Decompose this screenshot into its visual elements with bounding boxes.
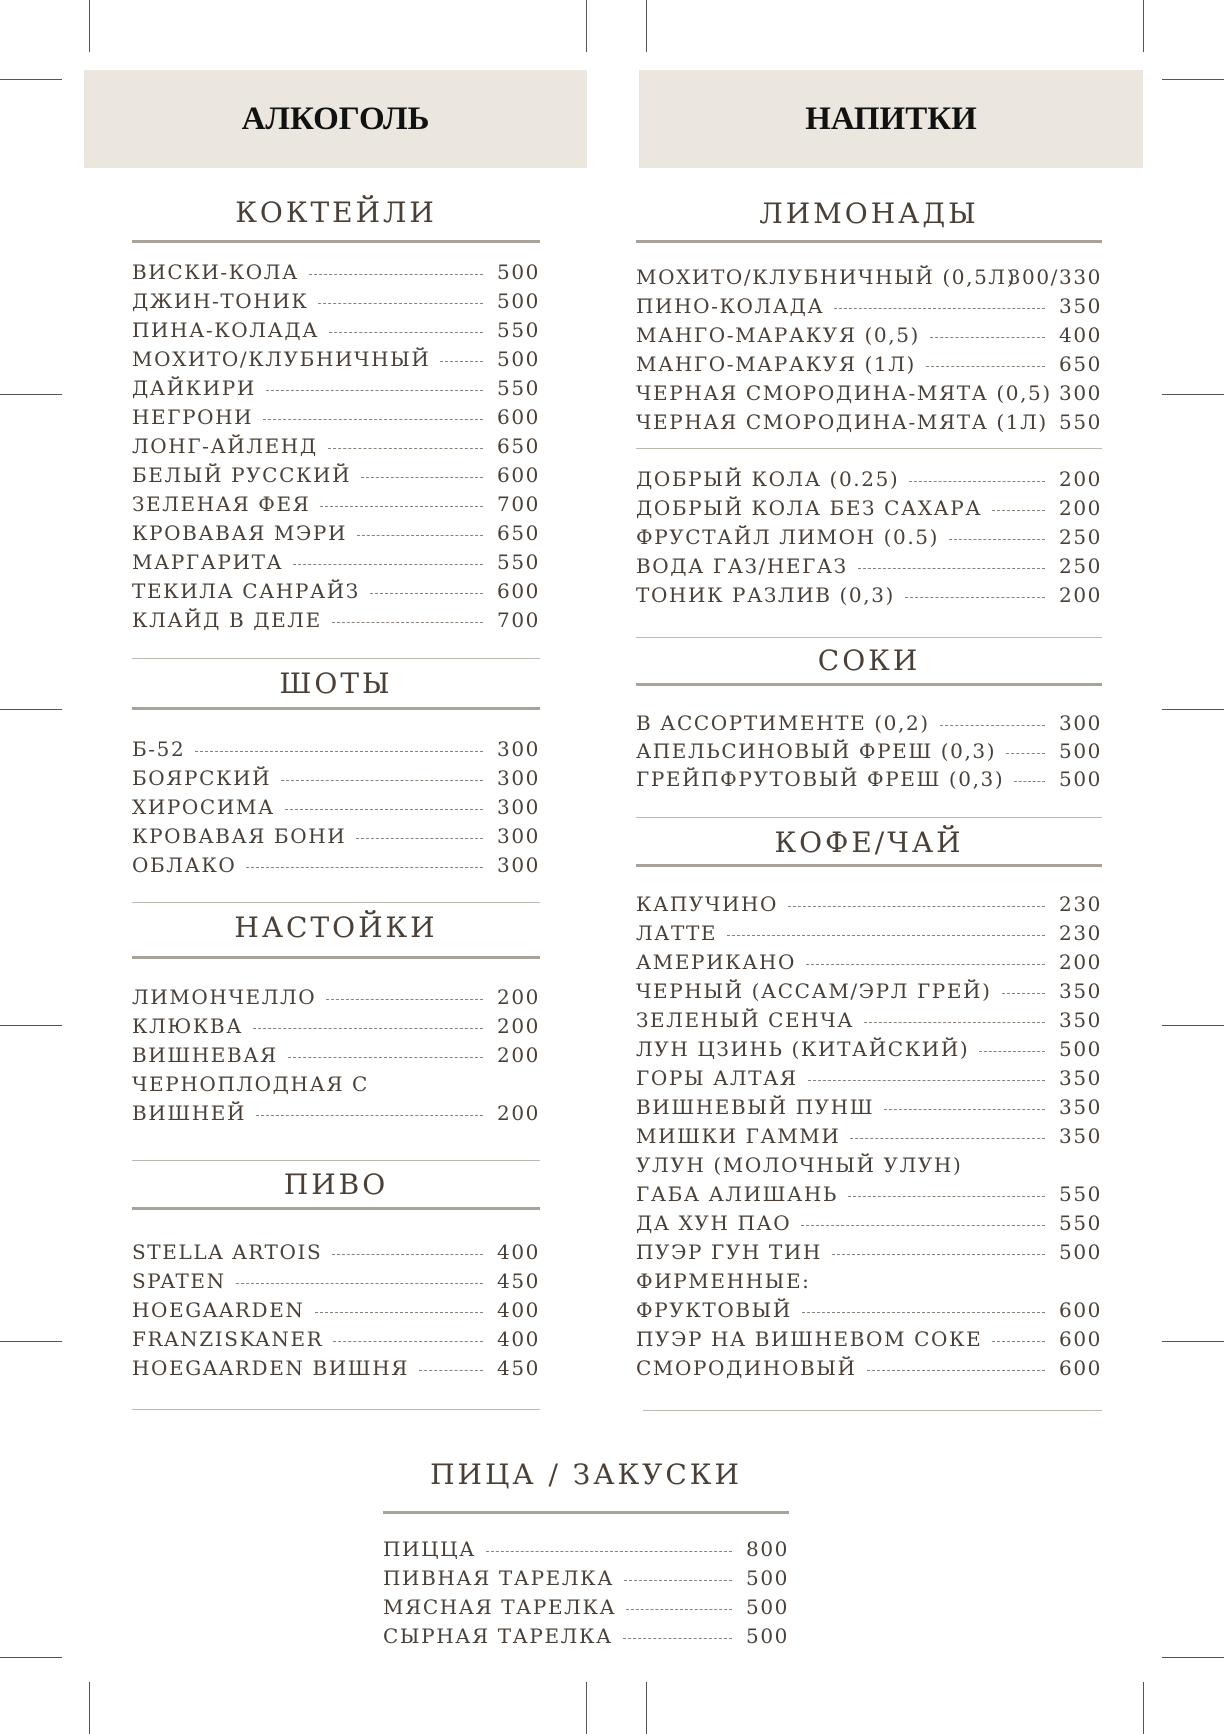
menu-item-price: 200 bbox=[1059, 583, 1102, 607]
menu-item-name: ЛАТТЕ bbox=[636, 921, 718, 945]
menu-item bbox=[636, 1095, 1102, 1123]
menu-item-price: 300 bbox=[497, 853, 540, 877]
menu-item-name: FRANZISKANER bbox=[132, 1327, 324, 1351]
menu-item bbox=[132, 608, 540, 636]
menu-item-name: КРОВАВАЯ МЭРИ bbox=[132, 521, 348, 545]
dotted-leader bbox=[808, 1080, 1045, 1081]
alcohol-column bbox=[132, 0, 540, 1420]
menu-item-price: 450 bbox=[497, 1356, 540, 1380]
dotted-leader bbox=[328, 448, 483, 449]
dotted-leader bbox=[623, 1638, 732, 1639]
menu-item bbox=[636, 554, 1102, 582]
menu-item bbox=[636, 1182, 1102, 1210]
menu-item bbox=[636, 950, 1102, 978]
tinctures-title: НАСТОЙКИ bbox=[234, 911, 438, 944]
dotted-leader bbox=[315, 1312, 483, 1313]
crop-mark bbox=[1143, 1682, 1144, 1734]
dotted-leader bbox=[940, 725, 1045, 726]
menu-item bbox=[383, 1595, 789, 1623]
menu-item-price: 500 bbox=[746, 1624, 789, 1648]
menu-item bbox=[132, 405, 540, 433]
crop-mark bbox=[1162, 1657, 1224, 1658]
menu-item-price: 600 bbox=[497, 463, 540, 487]
menu-item bbox=[636, 265, 1102, 293]
crop-mark bbox=[1143, 0, 1144, 52]
menu-item bbox=[132, 1269, 540, 1297]
menu-item-price: 500 bbox=[1059, 1037, 1102, 1061]
menu-item-price: 230 bbox=[1059, 921, 1102, 945]
menu-item-name: STELLA ARTOIS bbox=[132, 1240, 323, 1264]
menu-item-price: 600 bbox=[497, 579, 540, 603]
dotted-leader bbox=[256, 1115, 483, 1116]
menu-item bbox=[132, 1101, 540, 1129]
dotted-leader bbox=[858, 568, 1045, 569]
menu-item bbox=[383, 1537, 789, 1565]
menu-item-name: КАПУЧИНО bbox=[636, 892, 779, 916]
dotted-leader bbox=[834, 308, 1045, 309]
crop-mark bbox=[586, 0, 587, 52]
menu-item-name: ВИШНЕЙ bbox=[132, 1101, 247, 1125]
menu-item bbox=[132, 260, 540, 288]
menu-item-name: ЛИМОНЧЕЛЛО bbox=[132, 985, 317, 1009]
dotted-leader bbox=[253, 1028, 483, 1029]
menu-item-name: ТОНИК РАЗЛИВ (0,3) bbox=[636, 583, 895, 607]
dotted-leader bbox=[329, 332, 483, 333]
menu-item bbox=[636, 1124, 1102, 1152]
dotted-leader bbox=[293, 564, 483, 565]
drinks-header: НАПИТКИ bbox=[639, 70, 1143, 168]
dotted-leader bbox=[626, 1609, 732, 1610]
crop-mark bbox=[1162, 1341, 1224, 1342]
dotted-leader bbox=[263, 419, 483, 420]
menu-item bbox=[132, 289, 540, 317]
menu-item bbox=[636, 921, 1102, 949]
food-title: ПИЦА / ЗАКУСКИ bbox=[430, 1458, 742, 1491]
menu-item bbox=[636, 1211, 1102, 1239]
dotted-leader bbox=[850, 1138, 1045, 1139]
menu-item-name: ГРЕЙПФРУТОВЫЙ ФРЕШ (0,3) bbox=[636, 767, 1005, 791]
menu-item bbox=[636, 352, 1102, 380]
menu-item-price: 650 bbox=[1059, 352, 1102, 376]
section-rule bbox=[636, 683, 1102, 686]
dotted-leader bbox=[1014, 781, 1045, 782]
menu-item bbox=[636, 1269, 1102, 1297]
alcohol-header: АЛКОГОЛЬ bbox=[84, 70, 587, 168]
section-divider bbox=[132, 658, 540, 659]
crop-mark bbox=[646, 1682, 647, 1734]
menu-item-price: 500 bbox=[1059, 767, 1102, 791]
menu-item bbox=[132, 1043, 540, 1071]
dotted-leader bbox=[357, 535, 483, 536]
menu-item-price: 200 bbox=[1059, 467, 1102, 491]
menu-item-name: ДОБРЫЙ КОЛА (0.25) bbox=[636, 467, 900, 491]
menu-item bbox=[636, 1240, 1102, 1268]
crop-mark bbox=[1162, 1025, 1224, 1026]
menu-item bbox=[636, 1008, 1102, 1036]
menu-item-price: 500 bbox=[1059, 739, 1102, 763]
drinks-column bbox=[636, 0, 1102, 1420]
dotted-leader bbox=[930, 337, 1045, 338]
crop-mark bbox=[1162, 79, 1224, 80]
menu-item-price: 300 bbox=[497, 766, 540, 790]
crop-mark bbox=[0, 394, 62, 395]
menu-item-name: МАНГО-МАРАКУЯ (0,5) bbox=[636, 323, 920, 347]
menu-item-price: 550 bbox=[1059, 1182, 1102, 1206]
menu-item-price: 500 bbox=[746, 1566, 789, 1590]
menu-item-name: КЛЮКВА bbox=[132, 1014, 243, 1038]
menu-item-price: 550 bbox=[1059, 410, 1102, 434]
menu-item-name: ПУЭР НА ВИШНЕВОМ СОКЕ bbox=[636, 1327, 983, 1351]
menu-item-price: 400 bbox=[497, 1240, 540, 1264]
menu-item-price: 300 bbox=[1059, 711, 1102, 735]
section-rule bbox=[132, 707, 540, 710]
dotted-leader bbox=[266, 390, 483, 391]
dotted-leader bbox=[905, 597, 1045, 598]
menu-item bbox=[636, 467, 1102, 495]
dotted-leader bbox=[848, 1196, 1045, 1197]
menu-item-name: Б-52 bbox=[132, 737, 186, 761]
menu-item bbox=[132, 434, 540, 462]
menu-item-name: ПИНО-КОЛАДА bbox=[636, 294, 825, 318]
menu-item bbox=[132, 737, 540, 765]
coffee-tea-title: КОФЕ/ЧАЙ bbox=[774, 826, 964, 859]
menu-item bbox=[132, 521, 540, 549]
menu-item bbox=[636, 323, 1102, 351]
cocktails-title: КОКТЕЙЛИ bbox=[235, 196, 437, 229]
menu-item-price: 350 bbox=[1059, 1124, 1102, 1148]
menu-item-name: ФИРМЕННЫЕ: bbox=[636, 1269, 811, 1293]
menu-item-name: ВОДА ГАЗ/НЕГАЗ bbox=[636, 554, 848, 578]
menu-item-price: 350 bbox=[1059, 1066, 1102, 1090]
menu-item-price: 650 bbox=[497, 434, 540, 458]
menu-item-price: 200 bbox=[1059, 496, 1102, 520]
dotted-leader bbox=[370, 593, 483, 594]
crop-mark bbox=[0, 1657, 62, 1658]
menu-item-price: 500 bbox=[497, 347, 540, 371]
menu-item-price: 230 bbox=[1059, 892, 1102, 916]
menu-item-name: ГАБА АЛИШАНЬ bbox=[636, 1182, 838, 1206]
menu-item-name: МОХИТО/КЛУБНИЧНЫЙ (0,5Л) bbox=[636, 265, 1017, 289]
dotted-leader bbox=[624, 1580, 732, 1581]
menu-item bbox=[132, 1072, 540, 1100]
dotted-leader bbox=[832, 1254, 1045, 1255]
menu-item-price: 550 bbox=[1059, 1211, 1102, 1235]
menu-item bbox=[636, 979, 1102, 1007]
dotted-leader bbox=[356, 838, 483, 839]
menu-item bbox=[383, 1624, 789, 1652]
menu-item-price: 400 bbox=[1059, 323, 1102, 347]
beer-title: ПИВО bbox=[283, 1168, 389, 1201]
dotted-leader bbox=[979, 1051, 1045, 1052]
section-rule bbox=[636, 240, 1102, 243]
dotted-leader bbox=[864, 1022, 1045, 1023]
menu-item-name: НЕГРОНИ bbox=[132, 405, 254, 429]
dotted-leader bbox=[246, 867, 483, 868]
menu-item-name: HOEGAARDEN bbox=[132, 1298, 305, 1322]
menu-item-name: ФРУСТАЙЛ ЛИМОН (0.5) bbox=[636, 525, 940, 549]
menu-item bbox=[636, 711, 1102, 739]
dotted-leader bbox=[801, 1225, 1045, 1226]
menu-item-name: МАРГАРИТА bbox=[132, 550, 284, 574]
menu-item-name: ВИСКИ-КОЛА bbox=[132, 260, 299, 284]
menu-item-name: ЧЕРНАЯ СМОРОДИНА-МЯТА (1Л) bbox=[636, 410, 1048, 434]
dotted-leader bbox=[361, 477, 483, 478]
section-rule bbox=[132, 956, 540, 959]
menu-item-price: 600 bbox=[497, 405, 540, 429]
menu-item-name: ЧЕРНАЯ СМОРОДИНА-МЯТА (0,5) bbox=[636, 381, 1052, 405]
menu-item-name: ПИВНАЯ ТАРЕЛКА bbox=[383, 1566, 614, 1590]
menu-item-price: 200 bbox=[497, 1043, 540, 1067]
menu-item bbox=[636, 1037, 1102, 1065]
section-divider bbox=[636, 637, 1102, 638]
menu-item bbox=[132, 1327, 540, 1355]
menu-item-price: 550 bbox=[497, 318, 540, 342]
menu-item-name: ДЖИН-ТОНИК bbox=[132, 289, 309, 313]
menu-item-price: 200 bbox=[1059, 950, 1102, 974]
menu-item-name: ДА ХУН ПАО bbox=[636, 1211, 792, 1235]
menu-item-name: АМЕРИКАНО bbox=[636, 950, 796, 974]
menu-item-name: ЧЕРНОПЛОДНАЯ С bbox=[132, 1072, 369, 1096]
menu-item-price: 350 bbox=[1059, 1008, 1102, 1032]
menu-item-price: 350 bbox=[1059, 979, 1102, 1003]
menu-item bbox=[636, 381, 1102, 409]
menu-item-price: 500 bbox=[497, 289, 540, 313]
menu-item-name: БЕЛЫЙ РУССКИЙ bbox=[132, 463, 352, 487]
dotted-leader bbox=[281, 780, 483, 781]
juices-title: СОКИ bbox=[817, 644, 921, 677]
section-divider bbox=[636, 817, 1102, 818]
menu-item bbox=[636, 583, 1102, 611]
menu-item-name: ТЕКИЛА САНРАЙЗ bbox=[132, 579, 360, 603]
section-rule bbox=[132, 1207, 540, 1210]
crop-mark bbox=[0, 79, 62, 80]
menu-item-name: ЗЕЛЕНАЯ ФЕЯ bbox=[132, 492, 311, 516]
menu-item-name: ПУЭР ГУН ТИН bbox=[636, 1240, 822, 1264]
dotted-leader bbox=[727, 935, 1045, 936]
menu-item-name: КРОВАВАЯ БОНИ bbox=[132, 824, 347, 848]
menu-item bbox=[132, 853, 540, 881]
menu-item-price: 300 bbox=[1059, 381, 1102, 405]
menu-item bbox=[636, 1356, 1102, 1384]
dotted-leader bbox=[326, 999, 483, 1000]
menu-item-name: ДОБРЫЙ КОЛА БЕЗ САХАРА bbox=[636, 496, 983, 520]
dotted-leader bbox=[440, 361, 483, 362]
menu-item-price: 700 bbox=[497, 608, 540, 632]
menu-item-name: В АССОРТИМЕНТЕ (0,2) bbox=[636, 711, 930, 735]
menu-item-name: МЯСНАЯ ТАРЕЛКА bbox=[383, 1595, 617, 1619]
dotted-leader bbox=[1002, 993, 1045, 994]
menu-item-name: МОХИТО/КЛУБНИЧНЫЙ bbox=[132, 347, 431, 371]
menu-item-name: ЗЕЛЕНЫЙ СЕНЧА bbox=[636, 1008, 855, 1032]
menu-item-name: МАНГО-МАРАКУЯ (1Л) bbox=[636, 352, 916, 376]
menu-item bbox=[132, 376, 540, 404]
menu-item-price: 350 bbox=[1059, 1095, 1102, 1119]
section-divider bbox=[636, 448, 1102, 449]
menu-item-price: 650 bbox=[497, 521, 540, 545]
dotted-leader bbox=[884, 1109, 1045, 1110]
dotted-leader bbox=[867, 1370, 1045, 1371]
menu-item bbox=[132, 1240, 540, 1268]
dotted-leader bbox=[992, 510, 1045, 511]
menu-item-price: 350 bbox=[1059, 294, 1102, 318]
dotted-leader bbox=[332, 1254, 483, 1255]
menu-item-price: 600 bbox=[1059, 1298, 1102, 1322]
dotted-leader bbox=[992, 1341, 1045, 1342]
menu-item bbox=[132, 579, 540, 607]
section-divider bbox=[132, 1409, 540, 1410]
menu-item-name: ВИШНЕВЫЙ ПУНШ bbox=[636, 1095, 875, 1119]
menu-item bbox=[132, 795, 540, 823]
menu-item bbox=[132, 985, 540, 1013]
menu-item bbox=[132, 492, 540, 520]
menu-item-price: 600 bbox=[1059, 1356, 1102, 1380]
crop-mark bbox=[0, 709, 62, 710]
menu-item bbox=[132, 347, 540, 375]
menu-item-price: 450 bbox=[497, 1269, 540, 1293]
dotted-leader bbox=[285, 809, 483, 810]
menu-item-price: 400 bbox=[497, 1327, 540, 1351]
menu-item-name: ЧЕРНЫЙ (АССАМ/ЭРЛ ГРЕЙ) bbox=[636, 979, 992, 1003]
dotted-leader bbox=[195, 751, 483, 752]
menu-item-name: ХИРОСИМА bbox=[132, 795, 275, 819]
menu-item bbox=[636, 1327, 1102, 1355]
dotted-leader bbox=[333, 1341, 483, 1342]
menu-item-name: HOEGAARDEN ВИШНЯ bbox=[132, 1356, 410, 1380]
menu-item-price: 500 bbox=[497, 260, 540, 284]
menu-item-name: ФРУКТОВЫЙ bbox=[636, 1298, 792, 1322]
menu-item bbox=[636, 739, 1102, 767]
dotted-leader bbox=[949, 539, 1045, 540]
menu-item-name: SPATEN bbox=[132, 1269, 226, 1293]
menu-item bbox=[383, 1566, 789, 1594]
dotted-leader bbox=[236, 1283, 483, 1284]
menu-item-price: 500 bbox=[746, 1595, 789, 1619]
menu-item-name: ПИЦЦА bbox=[383, 1537, 476, 1561]
crop-mark bbox=[0, 1341, 62, 1342]
menu-item-price: 600 bbox=[1059, 1327, 1102, 1351]
menu-item bbox=[132, 1298, 540, 1326]
menu-item-price: 250 bbox=[1059, 525, 1102, 549]
crop-mark bbox=[89, 0, 90, 52]
menu-item-price: 300 bbox=[497, 795, 540, 819]
dotted-leader bbox=[909, 481, 1045, 482]
menu-item-price: 250 bbox=[1059, 554, 1102, 578]
lemonades-title: ЛИМОНАДЫ bbox=[759, 197, 979, 230]
menu-item-price: 400 bbox=[497, 1298, 540, 1322]
dotted-leader bbox=[1006, 753, 1045, 754]
menu-item bbox=[636, 525, 1102, 553]
menu-item-price: 800 bbox=[746, 1537, 789, 1561]
menu-item-name: ВИШНЕВАЯ bbox=[132, 1043, 278, 1067]
menu-item-price: 200 bbox=[497, 985, 540, 1009]
food-section bbox=[383, 1440, 789, 1648]
dotted-leader bbox=[318, 303, 483, 304]
dotted-leader bbox=[926, 366, 1045, 367]
menu-item-name: ГОРЫ АЛТАЯ bbox=[636, 1066, 798, 1090]
menu-item bbox=[132, 318, 540, 346]
menu-item-name: ДАЙКИРИ bbox=[132, 376, 256, 400]
menu-item-price: 300 bbox=[497, 824, 540, 848]
section-divider bbox=[643, 1410, 1102, 1411]
crop-mark bbox=[586, 1682, 587, 1734]
shots-title: ШОТЫ bbox=[279, 667, 393, 700]
menu-item bbox=[636, 294, 1102, 322]
menu-item bbox=[636, 496, 1102, 524]
menu-item-price: 550 bbox=[497, 376, 540, 400]
menu-item bbox=[132, 550, 540, 578]
section-rule bbox=[383, 1511, 789, 1514]
menu-item-price: 700 bbox=[497, 492, 540, 516]
menu-item bbox=[636, 1153, 1102, 1181]
dotted-leader bbox=[802, 1312, 1045, 1313]
menu-item bbox=[132, 1356, 540, 1384]
menu-item bbox=[636, 410, 1102, 438]
menu-item bbox=[636, 1066, 1102, 1094]
menu-item bbox=[132, 824, 540, 852]
menu-item-price: 200 bbox=[497, 1101, 540, 1125]
dotted-leader bbox=[486, 1551, 732, 1552]
section-rule bbox=[636, 864, 1102, 867]
crop-mark bbox=[1162, 709, 1224, 710]
menu-item-name: СЫРНАЯ ТАРЕЛКА bbox=[383, 1624, 613, 1648]
menu-item-name: ПИНА-КОЛАДА bbox=[132, 318, 319, 342]
menu-item bbox=[132, 463, 540, 491]
menu-item-name: АПЕЛЬСИНОВЫЙ ФРЕШ (0,3) bbox=[636, 739, 997, 763]
menu-item bbox=[636, 892, 1102, 920]
menu-item bbox=[132, 1014, 540, 1042]
dotted-leader bbox=[309, 274, 483, 275]
section-divider bbox=[132, 1160, 540, 1161]
menu-item-name: МИШКИ ГАММИ bbox=[636, 1124, 841, 1148]
menu-item-name: ЛОНГ-АЙЛЕНД bbox=[132, 434, 318, 458]
menu-item-name: ЛУН ЦЗИНЬ (КИТАЙСКИЙ) bbox=[636, 1037, 970, 1061]
menu-item-name: ОБЛАКО bbox=[132, 853, 237, 877]
menu-item-price: 550 bbox=[497, 550, 540, 574]
menu-item-price: 200 bbox=[497, 1014, 540, 1038]
dotted-leader bbox=[806, 964, 1045, 965]
menu-item-name: КЛАЙД В ДЕЛЕ bbox=[132, 608, 322, 632]
dotted-leader bbox=[419, 1370, 483, 1371]
menu-item-name: УЛУН (МОЛОЧНЫЙ УЛУН) bbox=[636, 1153, 963, 1177]
menu-item-name: БОЯРСКИЙ bbox=[132, 766, 272, 790]
crop-mark bbox=[89, 1682, 90, 1734]
menu-item-price: 500 bbox=[1059, 1240, 1102, 1264]
crop-mark bbox=[1162, 394, 1224, 395]
dotted-leader bbox=[288, 1057, 483, 1058]
menu-item bbox=[636, 1298, 1102, 1326]
menu-item bbox=[132, 766, 540, 794]
section-divider bbox=[132, 902, 540, 903]
dotted-leader bbox=[332, 622, 483, 623]
dotted-leader bbox=[320, 506, 483, 507]
crop-mark bbox=[0, 1025, 62, 1026]
menu-item-price: 300 bbox=[497, 737, 540, 761]
section-rule bbox=[132, 240, 540, 243]
menu-item-price: 300/330 bbox=[1007, 265, 1102, 289]
menu-item bbox=[636, 767, 1102, 795]
menu-item-name: СМОРОДИНОВЫЙ bbox=[636, 1356, 857, 1380]
dotted-leader bbox=[788, 906, 1045, 907]
